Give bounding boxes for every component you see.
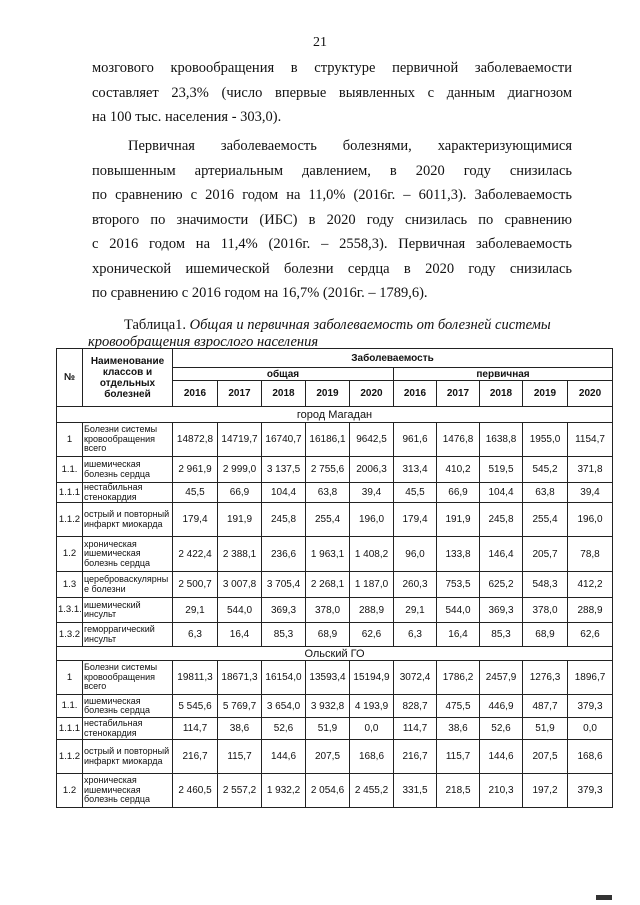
year-header: 2018 <box>480 381 523 407</box>
paragraph-line: с 2016 годом на 11,4% (2016г. – 2558,3). Первичная заболеваемость <box>92 236 572 252</box>
table-caption-prefix: Таблица1. <box>124 317 187 333</box>
general-value: 52,6 <box>262 718 306 740</box>
general-value: 13593,4 <box>306 661 350 695</box>
primary-value: 371,8 <box>568 457 613 483</box>
primary-value: 168,6 <box>568 740 613 774</box>
primary-value: 625,2 <box>480 572 523 598</box>
paragraph-line: повышенным артериальным давлением, в 2020 году снизилась <box>92 162 572 179</box>
primary-value: 1786,2 <box>437 661 480 695</box>
primary-value: 475,5 <box>437 695 480 718</box>
primary-value: 379,3 <box>568 695 613 718</box>
primary-value: 96,0 <box>394 537 437 572</box>
primary-value: 205,7 <box>523 537 568 572</box>
general-value: 3 007,8 <box>218 572 262 598</box>
general-value: 19811,3 <box>173 661 218 695</box>
general-value: 18671,3 <box>218 661 262 695</box>
general-value: 63,8 <box>306 483 350 503</box>
primary-value: 446,9 <box>480 695 523 718</box>
row-name: острый и повторный инфаркт миокарда <box>83 740 173 774</box>
row-name: ишемическая болезнь сердца <box>83 695 173 718</box>
primary-value: 210,3 <box>480 774 523 808</box>
primary-value: 133,8 <box>437 537 480 572</box>
primary-value: 39,4 <box>568 483 613 503</box>
row-number: 1.1.2 <box>57 740 83 774</box>
primary-value: 1154,7 <box>568 423 613 457</box>
primary-value: 207,5 <box>523 740 568 774</box>
general-value: 29,1 <box>173 598 218 623</box>
year-header: 2016 <box>173 381 218 407</box>
primary-value: 828,7 <box>394 695 437 718</box>
primary-value: 146,4 <box>480 537 523 572</box>
table-row <box>57 661 613 695</box>
primary-value: 16,4 <box>437 623 480 647</box>
primary-value: 62,6 <box>568 623 613 647</box>
primary-value: 1276,3 <box>523 661 568 695</box>
general-value: 255,4 <box>306 503 350 537</box>
primary-value: 331,5 <box>394 774 437 808</box>
paragraph-2 <box>92 134 572 306</box>
general-value: 16154,0 <box>262 661 306 695</box>
row-number: 1.1.2 <box>57 503 83 537</box>
primary-value: 753,5 <box>437 572 480 598</box>
section-title: Ольский ГО <box>57 647 613 661</box>
general-value: 3 932,8 <box>306 695 350 718</box>
primary-value: 144,6 <box>480 740 523 774</box>
primary-value: 191,9 <box>437 503 480 537</box>
general-value: 168,6 <box>350 740 394 774</box>
primary-value: 313,4 <box>394 457 437 483</box>
col-header-num: № <box>57 349 83 407</box>
year-header: 2017 <box>437 381 480 407</box>
general-value: 378,0 <box>306 598 350 623</box>
general-value: 16,4 <box>218 623 262 647</box>
general-value: 1 963,1 <box>306 537 350 572</box>
general-value: 1 408,2 <box>350 537 394 572</box>
table-row <box>57 740 613 774</box>
paragraph-line: второго по значимости (ИБС) в 2020 году снизилась по сравнению <box>92 211 572 228</box>
col-header-primary: первичная <box>394 368 613 381</box>
year-header: 2020 <box>350 381 394 407</box>
row-number: 1.3.2 <box>57 623 83 647</box>
general-value: 16740,7 <box>262 423 306 457</box>
general-value: 2 557,2 <box>218 774 262 808</box>
primary-value: 218,5 <box>437 774 480 808</box>
row-number: 1.3 <box>57 572 83 598</box>
primary-value: 245,8 <box>480 503 523 537</box>
table-row <box>57 537 613 572</box>
primary-value: 412,2 <box>568 572 613 598</box>
table-row <box>57 457 613 483</box>
year-header: 2018 <box>262 381 306 407</box>
row-name: хроническая ишемическая болезнь сердца <box>83 537 173 572</box>
general-value: 14719,7 <box>218 423 262 457</box>
general-value: 544,0 <box>218 598 262 623</box>
primary-value: 378,0 <box>523 598 568 623</box>
table-row <box>57 623 613 647</box>
general-value: 2 961,9 <box>173 457 218 483</box>
primary-value: 545,2 <box>523 457 568 483</box>
primary-value: 1638,8 <box>480 423 523 457</box>
primary-value: 63,8 <box>523 483 568 503</box>
general-value: 3 654,0 <box>262 695 306 718</box>
general-value: 2006,3 <box>350 457 394 483</box>
primary-value: 197,2 <box>523 774 568 808</box>
row-name: геморрагический инсульт <box>83 623 173 647</box>
general-value: 369,3 <box>262 598 306 623</box>
col-header-group: Заболеваемость <box>173 349 613 368</box>
primary-value: 29,1 <box>394 598 437 623</box>
general-value: 45,5 <box>173 483 218 503</box>
general-value: 179,4 <box>173 503 218 537</box>
general-value: 288,9 <box>350 598 394 623</box>
general-value: 216,7 <box>173 740 218 774</box>
scan-mark <box>596 895 612 900</box>
general-value: 9642,5 <box>350 423 394 457</box>
general-value: 0,0 <box>350 718 394 740</box>
primary-value: 410,2 <box>437 457 480 483</box>
row-number: 1.3.1. <box>57 598 83 623</box>
general-value: 4 193,9 <box>350 695 394 718</box>
general-value: 207,5 <box>306 740 350 774</box>
primary-value: 487,7 <box>523 695 568 718</box>
general-value: 39,4 <box>350 483 394 503</box>
paragraph-line: Первичная заболеваемость болезнями, характеризующимися <box>128 138 572 154</box>
col-header-name: Наименование классов и отдельных болезней <box>83 349 173 407</box>
general-value: 104,4 <box>262 483 306 503</box>
primary-value: 0,0 <box>568 718 613 740</box>
general-value: 16186,1 <box>306 423 350 457</box>
general-value: 66,9 <box>218 483 262 503</box>
primary-value: 68,9 <box>523 623 568 647</box>
general-value: 191,9 <box>218 503 262 537</box>
row-number: 1 <box>57 661 83 695</box>
general-value: 1 932,2 <box>262 774 306 808</box>
page-number: 21 <box>313 35 327 50</box>
general-value: 38,6 <box>218 718 262 740</box>
primary-value: 38,6 <box>437 718 480 740</box>
row-number: 1.1. <box>57 695 83 718</box>
row-name: Болезни системы кровообращения всего <box>83 423 173 457</box>
row-name: Болезни системы кровообращения всего <box>83 661 173 695</box>
primary-value: 2457,9 <box>480 661 523 695</box>
row-name: ишемическая болезнь сердца <box>83 457 173 483</box>
year-header: 2017 <box>218 381 262 407</box>
row-name: хроническая ишемическая болезнь сердца <box>83 774 173 808</box>
table-row <box>57 503 613 537</box>
table-row <box>57 695 613 718</box>
general-value: 15194,9 <box>350 661 394 695</box>
general-value: 62,6 <box>350 623 394 647</box>
table-row <box>57 598 613 623</box>
general-value: 2 268,1 <box>306 572 350 598</box>
general-value: 245,8 <box>262 503 306 537</box>
general-value: 236,6 <box>262 537 306 572</box>
general-value: 5 545,6 <box>173 695 218 718</box>
col-header-general: общая <box>173 368 394 381</box>
general-value: 2 500,7 <box>173 572 218 598</box>
primary-value: 51,9 <box>523 718 568 740</box>
general-value: 2 460,5 <box>173 774 218 808</box>
primary-value: 379,3 <box>568 774 613 808</box>
primary-value: 288,9 <box>568 598 613 623</box>
primary-value: 85,3 <box>480 623 523 647</box>
year-header: 2019 <box>523 381 568 407</box>
paragraph-line: составляет 23,3% (число впервые выявленных с данным диагнозом <box>92 84 572 101</box>
primary-value: 115,7 <box>437 740 480 774</box>
row-number: 1.1.1 <box>57 718 83 740</box>
primary-value: 179,4 <box>394 503 437 537</box>
paragraph-line: хронической ишемической болезни сердца в 2020 году снизилась <box>92 260 572 277</box>
morbidity-table <box>56 348 613 808</box>
general-value: 51,9 <box>306 718 350 740</box>
table-row <box>57 774 613 808</box>
primary-value: 52,6 <box>480 718 523 740</box>
paragraph-line: на 100 тыс. населения - 303,0). <box>92 109 282 125</box>
paragraph-line: мозгового кровообращения в структуре первичной заболеваемости <box>92 60 572 76</box>
primary-value: 1955,0 <box>523 423 568 457</box>
primary-value: 255,4 <box>523 503 568 537</box>
general-value: 2 388,1 <box>218 537 262 572</box>
general-value: 3 137,5 <box>262 457 306 483</box>
primary-value: 519,5 <box>480 457 523 483</box>
primary-value: 544,0 <box>437 598 480 623</box>
general-value: 144,6 <box>262 740 306 774</box>
row-number: 1.1.1 <box>57 483 83 503</box>
row-name: нестабильная стенокардия <box>83 718 173 740</box>
section-title: город Магадан <box>57 407 613 423</box>
primary-value: 66,9 <box>437 483 480 503</box>
primary-value: 548,3 <box>523 572 568 598</box>
primary-value: 961,6 <box>394 423 437 457</box>
row-name: ишемический инсульт <box>83 598 173 623</box>
row-name: острый и повторный инфаркт миокарда <box>83 503 173 537</box>
general-value: 85,3 <box>262 623 306 647</box>
table-caption <box>88 317 578 351</box>
table-row <box>57 423 613 457</box>
primary-value: 260,3 <box>394 572 437 598</box>
general-value: 2 755,6 <box>306 457 350 483</box>
year-header: 2020 <box>568 381 613 407</box>
row-number: 1 <box>57 423 83 457</box>
paragraph-line: по сравнению с 2016 годом на 11,0% (2016г. – 6011,3). Заболеваемость <box>92 187 572 203</box>
row-name: нестабильная стенокардия <box>83 483 173 503</box>
primary-value: 3072,4 <box>394 661 437 695</box>
general-value: 2 999,0 <box>218 457 262 483</box>
primary-value: 1896,7 <box>568 661 613 695</box>
paragraph-line: по сравнению с 2016 годом на 16,7% (2016г. – 1789,6). <box>92 285 428 301</box>
general-value: 115,7 <box>218 740 262 774</box>
general-value: 5 769,7 <box>218 695 262 718</box>
general-value: 2 054,6 <box>306 774 350 808</box>
general-value: 2 422,4 <box>173 537 218 572</box>
general-value: 196,0 <box>350 503 394 537</box>
general-value: 68,9 <box>306 623 350 647</box>
general-value: 14872,8 <box>173 423 218 457</box>
general-value: 3 705,4 <box>262 572 306 598</box>
primary-value: 114,7 <box>394 718 437 740</box>
table-caption-title: Общая и первичная заболеваемость от болезней системы кровообращения взрослого населения <box>88 317 551 350</box>
row-number: 1.2 <box>57 774 83 808</box>
primary-value: 6,3 <box>394 623 437 647</box>
table-row <box>57 718 613 740</box>
primary-value: 196,0 <box>568 503 613 537</box>
table-body <box>57 407 613 808</box>
row-number: 1.1. <box>57 457 83 483</box>
primary-value: 78,8 <box>568 537 613 572</box>
general-value: 114,7 <box>173 718 218 740</box>
paragraph-1 <box>92 56 572 130</box>
table-row <box>57 572 613 598</box>
primary-value: 1476,8 <box>437 423 480 457</box>
primary-value: 369,3 <box>480 598 523 623</box>
general-value: 1 187,0 <box>350 572 394 598</box>
table-row <box>57 483 613 503</box>
general-value: 6,3 <box>173 623 218 647</box>
year-header: 2016 <box>394 381 437 407</box>
row-number: 1.2 <box>57 537 83 572</box>
primary-value: 104,4 <box>480 483 523 503</box>
general-value: 2 455,2 <box>350 774 394 808</box>
primary-value: 45,5 <box>394 483 437 503</box>
year-header: 2019 <box>306 381 350 407</box>
primary-value: 216,7 <box>394 740 437 774</box>
row-name: цереброваскулярные болезни <box>83 572 173 598</box>
